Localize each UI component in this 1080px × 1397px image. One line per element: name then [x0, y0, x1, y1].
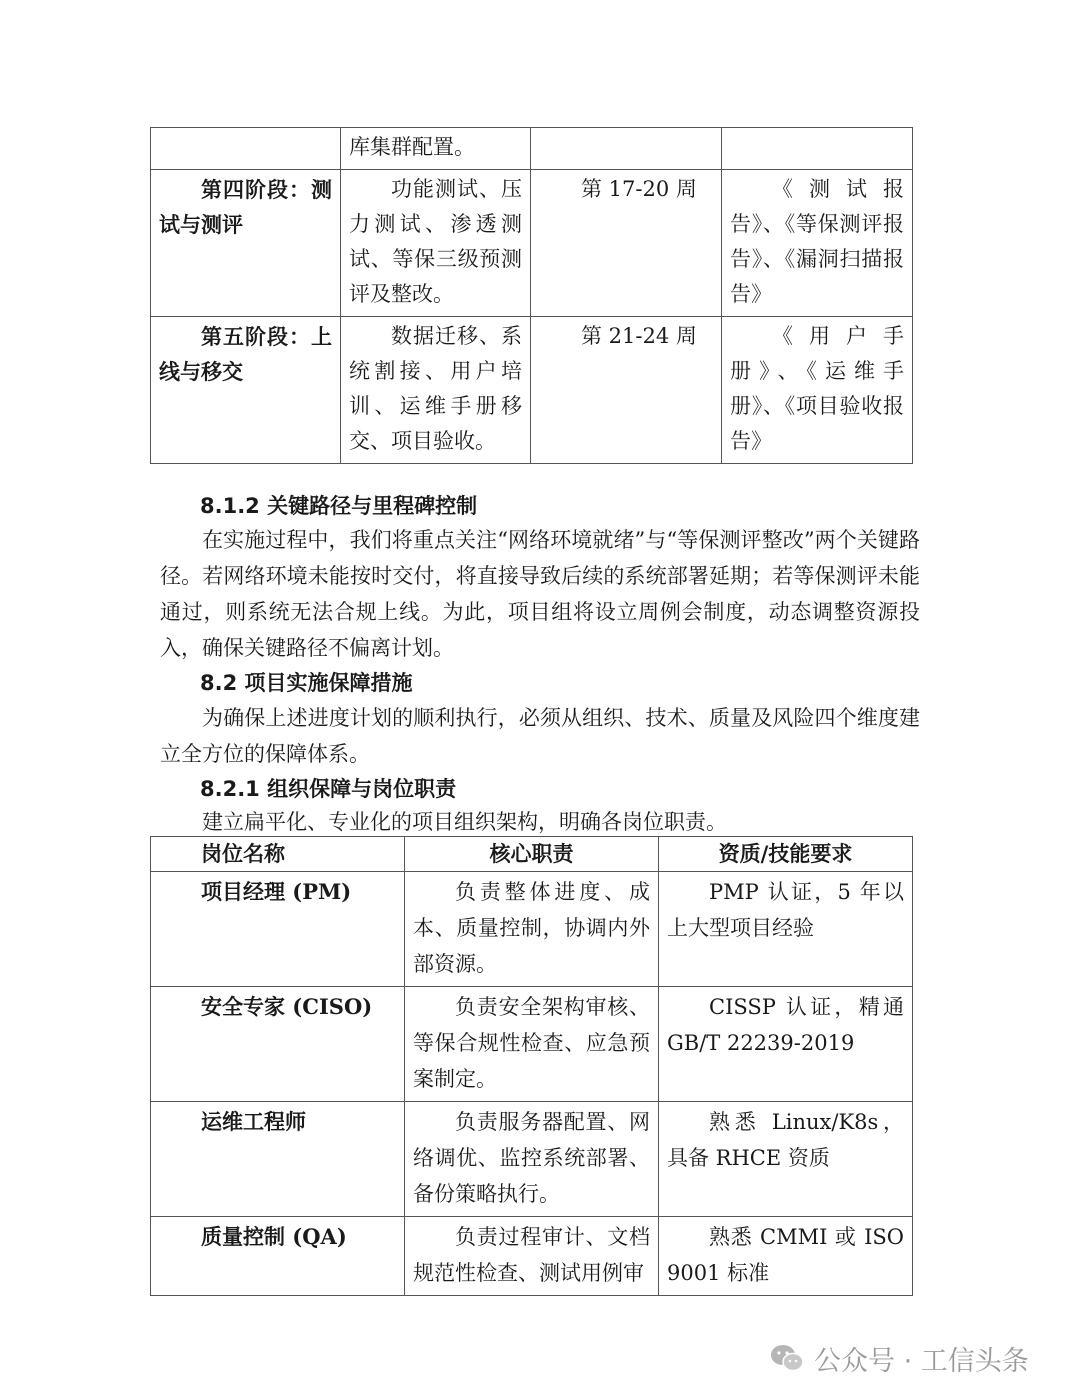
content-cell: 数据迁移、系统割接、用户培训、运维手册移交、项目验收。 — [341, 317, 531, 464]
role-cell: 项目经理 (PM) — [151, 872, 405, 987]
table-row — [151, 128, 913, 170]
deliverables-cell — [722, 128, 913, 170]
requirement-cell: CISSP 认证，精通 GB/T 22239-2019 — [659, 987, 913, 1102]
deliverables-cell: 《用户手册》、《运维手册》、《项目验收报告》 — [722, 317, 913, 464]
duty-cell: 负责安全架构审核、等保合规性检查、应急预案制定。 — [405, 987, 659, 1102]
duty-cell: 负责过程审计、文档规范性检查、测试用例审 — [405, 1217, 659, 1296]
section-heading-8-2-1: 8.2.1 组织保障与岗位职责 — [200, 777, 457, 801]
wechat-logo-icon — [770, 1343, 804, 1373]
table-row — [151, 1217, 913, 1296]
watermark — [770, 1338, 1029, 1378]
table-header-row — [151, 837, 913, 872]
section-heading-8-1-2: 8.1.2 关键路径与里程碑控制 — [200, 494, 478, 518]
duty-cell: 负责服务器配置、网络调优、监控系统部署、备份策略执行。 — [405, 1102, 659, 1217]
deliverables-cell: 《测试报告》、《等保测评报告》、《漏洞扫描报告》 — [722, 170, 913, 317]
duty-cell: 负责整体进度、成本、质量控制，协调内外部资源。 — [405, 872, 659, 987]
watermark-text: 公众号 · 工信头条 — [814, 1345, 1029, 1377]
phase-table — [150, 127, 913, 464]
table-row — [151, 987, 913, 1102]
phase-cell: 第四阶段：测试与测评 — [151, 170, 341, 317]
table-row — [151, 317, 913, 464]
section-heading-8-2: 8.2 项目实施保障措施 — [200, 671, 413, 695]
phase-cell: 第五阶段：上线与移交 — [151, 317, 341, 464]
period-cell — [531, 128, 722, 170]
period-cell: 第 21-24 周 — [531, 317, 722, 464]
requirement-cell: 熟悉 CMMI 或 ISO 9001 标准 — [659, 1217, 913, 1296]
table-row — [151, 170, 913, 317]
section-body-8-2-1: 建立扁平化、专业化的项目组织架构，明确各岗位职责。 — [202, 810, 727, 834]
role-cell: 运维工程师 — [151, 1102, 405, 1217]
section-body-8-1-2: 在实施过程中，我们将重点关注“网络环境就绪”与“等保测评整改”两个关键路径。若网络环境未能按时交付，将直接导致后续的系统部署延期；若等保测评未能通过，则系统无法合规上线。为此，项目组将设立周例会制度，动态调整资源投入，确保关键路径不偏离计划。 — [160, 528, 920, 660]
requirement-cell: PMP 认证，5 年以上大型项目经验 — [659, 872, 913, 987]
period-cell: 第 17-20 周 — [531, 170, 722, 317]
header-cell: 资质/技能要求 — [659, 837, 913, 872]
section-body-8-2: 为确保上述进度计划的顺利执行，必须从组织、技术、质量及风险四个维度建立全方位的保障体系。 — [160, 706, 920, 766]
requirement-cell: 熟悉 Linux/K8s，具备 RHCE 资质 — [659, 1102, 913, 1217]
header-cell: 核心职责 — [405, 837, 659, 872]
content-cell: 库集群配置。 — [341, 128, 531, 170]
phase-cell — [151, 128, 341, 170]
table-row — [151, 872, 913, 987]
content-cell: 功能测试、压力测试、渗透测试、等保三级预测评及整改。 — [341, 170, 531, 317]
header-cell: 岗位名称 — [151, 837, 405, 872]
role-cell: 安全专家 (CISO) — [151, 987, 405, 1102]
role-cell: 质量控制 (QA) — [151, 1217, 405, 1296]
table-row — [151, 1102, 913, 1217]
roles-table — [150, 836, 913, 1296]
